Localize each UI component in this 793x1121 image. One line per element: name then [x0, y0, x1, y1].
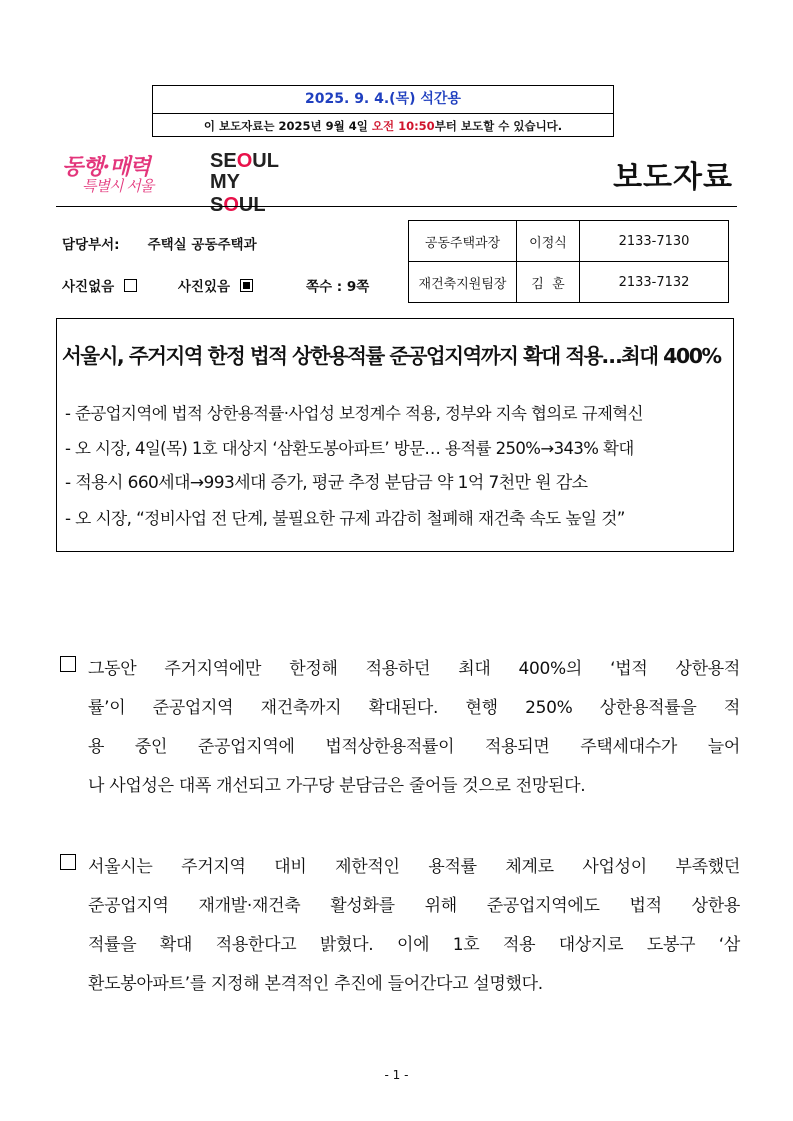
embargo-box [152, 85, 614, 137]
logo-soul-part: UL [238, 194, 266, 216]
logo-seoul-part: UL [252, 150, 279, 172]
header-divider [56, 206, 737, 207]
with-photo-checkbox [240, 279, 253, 292]
body-paragraph [60, 840, 740, 1010]
logo-soul-part: S [210, 194, 224, 216]
paragraph-line: 적률을 확대 적용한다고 밝혔다. 이에 1호 적용 대상지로 도봉구 ‘삼 [88, 935, 740, 955]
checkbox-bullet-icon [60, 854, 76, 870]
logo-slogan-line2: 특별시 서울 [82, 177, 154, 195]
seoul-my-soul-logo [200, 150, 280, 216]
page-count: 쪽수 : 9쪽 [306, 279, 370, 295]
paragraph-line: 준공업지역 재개발·재건축 활성화를 위해 준공업지역에도 법적 상한용 [88, 896, 740, 916]
logo-heart-o: O [236, 150, 253, 172]
contact-role: 재건축지원팀장 [409, 262, 517, 303]
no-photo-label: 사진없음 [62, 279, 115, 295]
paragraph-line: 용 중인 준공업지역에 법적상한용적률이 적용되면 주택세대수가 늘어 [88, 737, 740, 757]
logo-my-part: MY [210, 171, 240, 193]
headline-title: 서울시, 주거지역 한정 법적 상한용적률 준공업지역까지 확대 적용…최대 400% [62, 344, 721, 368]
document-type-title: 보도자료 [613, 160, 733, 195]
department-label: 담당부서: [62, 237, 120, 253]
contact-name: 이정식 [517, 221, 580, 262]
headline-bullet: - 오 시장, 4일(목) 1호 대상지 ‘삼환도봉아파트’ 방문… 용적률 250%→343% 확대 [65, 439, 634, 458]
department-value: 주택실 공동주택과 [147, 237, 257, 253]
headline-bullet: - 적용시 660세대→993세대 증가, 평균 추정 분담금 약 1억 7천만 원 감소 [65, 473, 588, 493]
headline-bullets [65, 396, 643, 536]
with-photo-label: 사진있음 [177, 279, 231, 295]
logo-heart-o: O [223, 194, 239, 216]
embargo-notice-suffix: 부터 보도할 수 있습니다. [434, 119, 563, 133]
embargo-notice-time: 오전 10:50 [371, 119, 435, 133]
paragraph-line: 나 사업성은 대폭 개선되고 가구당 분담금은 줄어들 것으로 전망된다. [88, 776, 586, 796]
checkbox-bullet-icon [60, 656, 76, 672]
headline-bullet: - 오 시장, “정비사업 전 단계, 불필요한 규제 과감히 철폐해 재건축 속도 높일 것” [65, 508, 625, 528]
contact-phone: 2133-7132 [580, 262, 729, 303]
embargo-notice [153, 114, 613, 138]
paragraph-line: 그동안 주거지역에만 한정해 적용하던 최대 400%의 ‘법적 상한용적 [88, 659, 740, 679]
contact-name: 김 훈 [517, 262, 580, 303]
headline-bullet: - 준공업지역에 법적 상한용적률·사업성 보정계수 적용, 정부와 지속 협의로 규제혁신 [65, 404, 643, 423]
contact-phone: 2133-7130 [580, 221, 729, 262]
paragraph-line: 환도봉아파트’를 지정해 본격적인 추진에 들어간다고 설명했다. [88, 974, 543, 994]
contact-role: 공동주택과장 [409, 221, 517, 262]
paragraph-line: 서울시는 주거지역 대비 제한적인 용적률 체계로 사업성이 부족했던 [88, 857, 740, 877]
paragraph-line: 률’이 준공업지역 재건축까지 확대된다. 현행 250% 상한용적률을 적 [88, 698, 740, 718]
contact-row [409, 262, 729, 303]
page-number: - 1 - [384, 1068, 409, 1082]
contact-table [408, 220, 729, 303]
photo-status [62, 275, 259, 295]
department-info [62, 233, 257, 253]
body-paragraph [60, 642, 740, 812]
seoul-slogan-logo [62, 150, 172, 198]
logo-slogan-line1: 동행·매력 [62, 154, 150, 180]
release-date: 2025. 9. 4.(목) 석간용 [153, 86, 613, 114]
contact-row [409, 221, 729, 262]
no-photo-checkbox [124, 279, 137, 292]
headline-box [56, 318, 734, 552]
logo-seoul-text [210, 150, 279, 173]
embargo-notice-prefix: 이 보도자료는 2025년 9월 4일 [203, 119, 372, 133]
logo-my-soul-text [210, 171, 280, 217]
logo-seoul-part: SE [210, 150, 237, 172]
